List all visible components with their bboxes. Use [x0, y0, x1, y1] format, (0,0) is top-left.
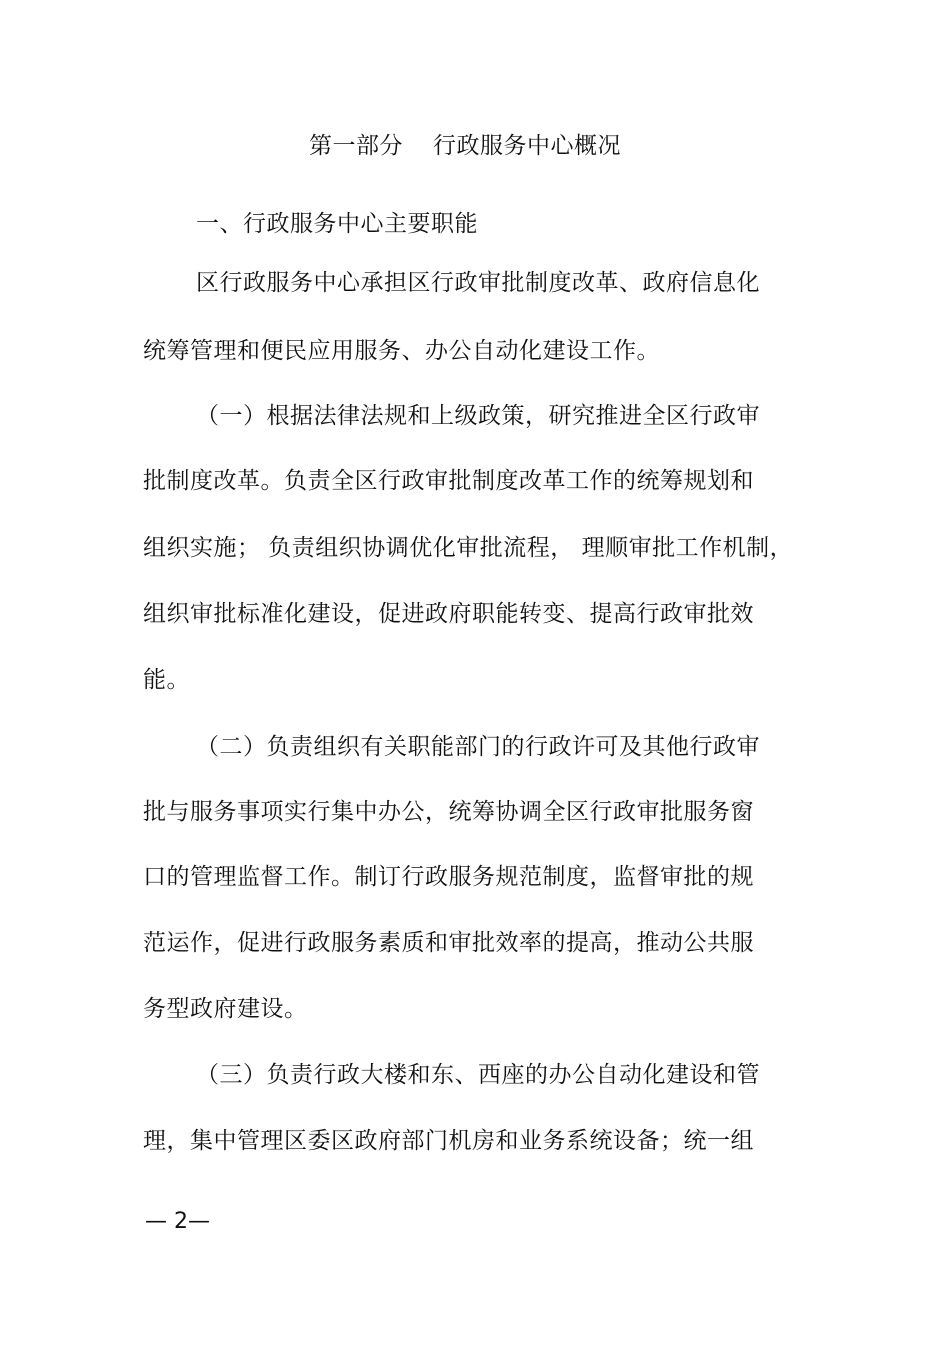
paragraph-line: 统筹管理和便民应用服务、办公自动化建设工作。 — [143, 338, 660, 364]
title-part: 第一部分 — [309, 133, 403, 159]
title-text: 行政服务中心概况 — [433, 133, 621, 159]
paragraph-line: 能。 — [143, 667, 190, 693]
paragraph-line: 范运作，促进行政服务素质和审批效率的提高，推动公共服 — [143, 930, 754, 956]
paragraph-line: （三）负责行政大楼和东、西座的办公自动化建设和管 — [196, 1062, 760, 1088]
paragraph-line: 批制度改革。负责全区行政审批制度改革工作的统筹规划和 — [143, 468, 754, 494]
paragraph-line: 组织审批标准化建设，促进政府职能转变、提高行政审批效 — [143, 601, 754, 627]
paragraph-line: 区行政服务中心承担区行政审批制度改革、政府信息化 — [196, 270, 760, 296]
paragraph-line: 理，集中管理区委区政府部门机房和业务系统设备；统一组 — [143, 1128, 754, 1154]
page-number: — 2— — [145, 1209, 210, 1234]
document-title — [309, 131, 621, 161]
paragraph-line: （一）根据法律法规和上级政策，研究推进全区行政审 — [196, 403, 760, 429]
paragraph-line: （二）负责组织有关职能部门的行政许可及其他行政审 — [196, 734, 760, 760]
paragraph-line: 务型政府建设。 — [143, 996, 308, 1022]
paragraph-line: 组织实施； 负责组织协调优化审批流程， 理顺审批工作机制， — [143, 535, 794, 561]
section-heading: 一、行政服务中心主要职能 — [196, 211, 478, 237]
paragraph-line: 口的管理监督工作。制订行政服务规范制度，监督审批的规 — [143, 864, 754, 890]
paragraph-line: 批与服务事项实行集中办公，统筹协调全区行政审批服务窗 — [143, 799, 754, 825]
